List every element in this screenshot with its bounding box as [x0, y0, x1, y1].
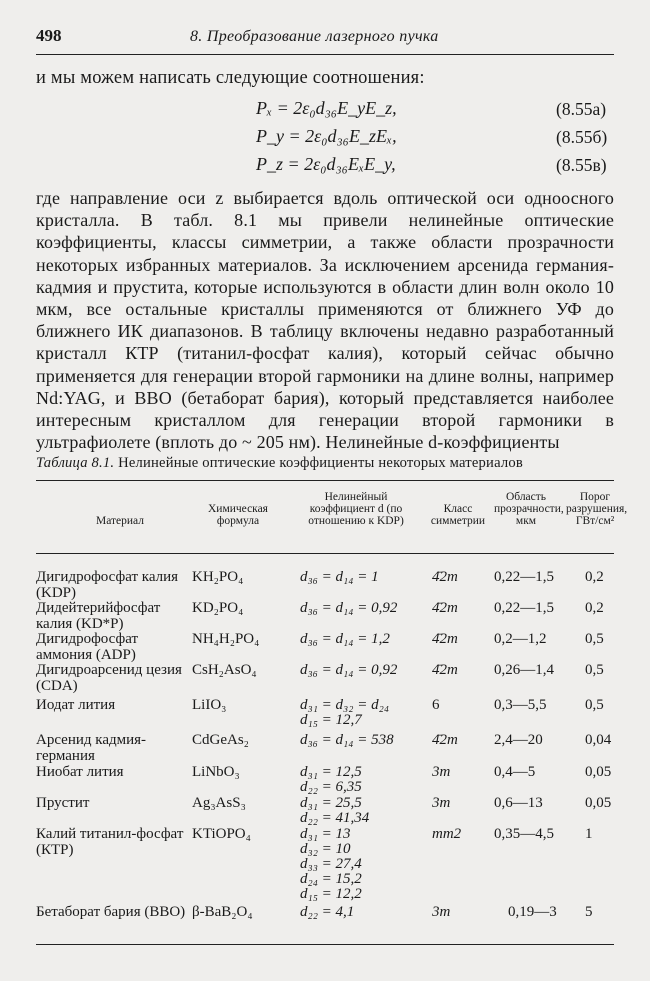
- table-row-formula: NH₄H₂PO₄: [192, 631, 260, 647]
- body-paragraph: где направление оси z выбирается вдоль оптической оси одноосного кристалла. В табл. 8.1 мы привели нелинейные оптические коэффициенты, классы симметрии, а также области прозрачности некоторых избранных материалов. За исключением арсенида германия-кадмия и прустита, которые используются в области длин волн около 10 мкм, все остальные кристаллы применяются от ближнего УФ до ближнего ИК диапазонов. В таблицу включены недавно разработанный кристалл КТР (титанил-фосфат калия), который сейчас обычно применяется для генерации второй гармоники на длине волны, например Nd:YAG, и BBO (бетаборат бария), который представляется наиболее интересным кристаллом для генерации второй гармоники в ультрафиолете (вплоть до ~ 205 нм). Нелинейные d-коэффициенты: [36, 188, 614, 453]
- table-row-transparency: 0,6—13: [494, 795, 543, 811]
- table-row-symmetry: 3m: [432, 795, 451, 811]
- table-row-formula: CdGeAs₂: [192, 732, 249, 748]
- header-symmetry: Класс симметрии: [430, 503, 486, 527]
- table-row-coef: d₃₆ = d₁₄ = 0,92: [300, 662, 398, 678]
- header-transparency: Область прозрачности, мкм: [494, 491, 564, 527]
- equation-8-55b: P_y = 2ε₀d₃₆E_zEₓ,: [256, 126, 397, 146]
- header-divider: [36, 54, 614, 55]
- header-formula: Химическая формула: [208, 503, 268, 527]
- table-row-transparency: 2,4—20: [494, 732, 543, 748]
- table-row-formula: LiNbO₃: [192, 764, 240, 780]
- table-header-rule: [36, 553, 614, 554]
- table-row-threshold: 0,5: [585, 631, 604, 647]
- table-row-coef: d₂₂ = 41,34: [300, 810, 370, 826]
- table-row-transparency: 0,2—1,2: [494, 631, 547, 647]
- table-row-threshold: 1: [585, 826, 593, 842]
- table-row-threshold: 0,2: [585, 569, 604, 585]
- table-row-material: Арсенид кадмия-германия: [36, 732, 147, 764]
- table-row-formula: Ag₃AsS₃: [192, 795, 246, 811]
- table-top-rule: [36, 480, 614, 481]
- table-row-coef: d₁₅ = 12,2: [300, 886, 362, 902]
- table-row-coef: d₃₂ = 10: [300, 841, 351, 857]
- table-row-symmetry: 4̄2m: [432, 732, 458, 748]
- table-row-formula: KH₂PO₄: [192, 569, 244, 585]
- table-row-transparency: 0,22—1,5: [494, 600, 554, 616]
- table-row-threshold: 0,04: [585, 732, 612, 748]
- table-row-material: Дигидрофосфат калия (KDP): [36, 569, 179, 601]
- table-caption-text: Нелинейные оптические коэффициенты некоторых материалов: [118, 455, 523, 471]
- equation-8-55c: P_z = 2ε₀d₃₆EₓE_y,: [256, 154, 396, 174]
- table-row-symmetry: 3m: [432, 904, 451, 920]
- table-row-symmetry: 3m: [432, 764, 451, 780]
- table-row-symmetry: 4̄2m: [432, 662, 458, 678]
- table-row-coef: d₃₁ = 12,5: [300, 764, 362, 780]
- table-row-transparency: 0,22—1,5: [494, 569, 554, 585]
- table-row-threshold: 0,5: [585, 662, 604, 678]
- table-row-formula: LiIO₃: [192, 697, 227, 713]
- header-material: Материал: [95, 515, 144, 527]
- table-bottom-rule: [36, 944, 614, 945]
- table-row-coef: d₃₆ = d₁₄ = 0,92: [300, 600, 398, 616]
- table-row-formula: KD₂PO₄: [192, 600, 244, 616]
- table-row-formula: KTiOPO₄: [192, 826, 251, 842]
- table-row-formula: CsH₂AsO₄: [192, 662, 257, 678]
- table-caption: [36, 455, 523, 472]
- table-row-material: Калий титанил-фосфат (КТР): [36, 826, 184, 858]
- page-number: 498: [36, 26, 62, 45]
- table-row-threshold: 0,2: [585, 600, 604, 616]
- table-row-symmetry: 4̄2m: [432, 569, 458, 585]
- table-row-coef: d₃₆ = d₁₄ = 538: [300, 732, 394, 748]
- table-row-coef: d₂₂ = 4,1: [300, 904, 355, 920]
- table-row-symmetry: 6: [432, 697, 440, 713]
- table-row-symmetry: mm2: [432, 826, 462, 842]
- table-row-transparency: 0,35—4,5: [494, 826, 554, 842]
- table-row-threshold: 5: [585, 904, 593, 920]
- table-row-transparency: 0,19—3: [508, 904, 557, 920]
- equation-label-8-55a: (8.55а): [556, 99, 607, 119]
- table-row-coef: d₃₁ = 25,5: [300, 795, 362, 811]
- intro-text: и мы можем написать следующие соотношения:: [36, 68, 425, 88]
- table-row-coef: d₃₁ = 13: [300, 826, 351, 842]
- table-row-material: Бетаборат бария (BBO): [36, 904, 186, 920]
- table-row-material: Ниобат лития: [36, 764, 124, 780]
- table-row-threshold: 0,5: [585, 697, 604, 713]
- table-row-symmetry: 4̄2m: [432, 600, 458, 616]
- table-row-material: Иодат лития: [36, 697, 116, 713]
- table-row-material: Дигидроарсенид цезия (CDA): [36, 662, 182, 694]
- table-row-transparency: 0,3—5,5: [494, 697, 547, 713]
- table-row-coef: d₁₅ = 12,7: [300, 712, 362, 728]
- table-row-coef: d₃₃ = 27,4: [300, 856, 362, 872]
- table-row-transparency: 0,26—1,4: [494, 662, 554, 678]
- table-row-material: Дигидрофосфат аммония (ADP): [36, 631, 139, 663]
- table-row-material: Дидейтерийфосфат калия (KD*P): [36, 600, 161, 632]
- table-row-coef: d₂₄ = 15,2: [300, 871, 362, 887]
- table-row-threshold: 0,05: [585, 764, 612, 780]
- table-row-formula: β-BaB₂O₄: [192, 904, 253, 920]
- equation-label-8-55c: (8.55в): [556, 155, 607, 175]
- table-row-coef: d₃₁ = d₃₂ = d₂₄: [300, 697, 390, 713]
- table-row-symmetry: 4̄2m: [432, 631, 458, 647]
- table-caption-label: Таблица 8.1.: [36, 455, 115, 471]
- table-row-coef: d₃₆ = d₁₄ = 1,2: [300, 631, 390, 647]
- table-row-material: Прустит: [36, 795, 90, 811]
- table-row-threshold: 0,05: [585, 795, 612, 811]
- table-row-coef: d₂₂ = 6,35: [300, 779, 362, 795]
- table-row-transparency: 0,4—5: [494, 764, 536, 780]
- table-row-coef: d₃₆ = d₁₄ = 1: [300, 569, 379, 585]
- equation-label-8-55b: (8.55б): [556, 127, 608, 147]
- chapter-title: 8. Преобразование лазерного пучка: [190, 28, 439, 45]
- header-coefficient: Нелинейный коэффициент d (по отношению к KDP): [308, 491, 404, 527]
- header-threshold: Порог разрушения, ГВт/см²: [566, 491, 628, 527]
- equation-8-55a: Pₓ = 2ε₀d₃₆E_yE_z,: [256, 98, 397, 118]
